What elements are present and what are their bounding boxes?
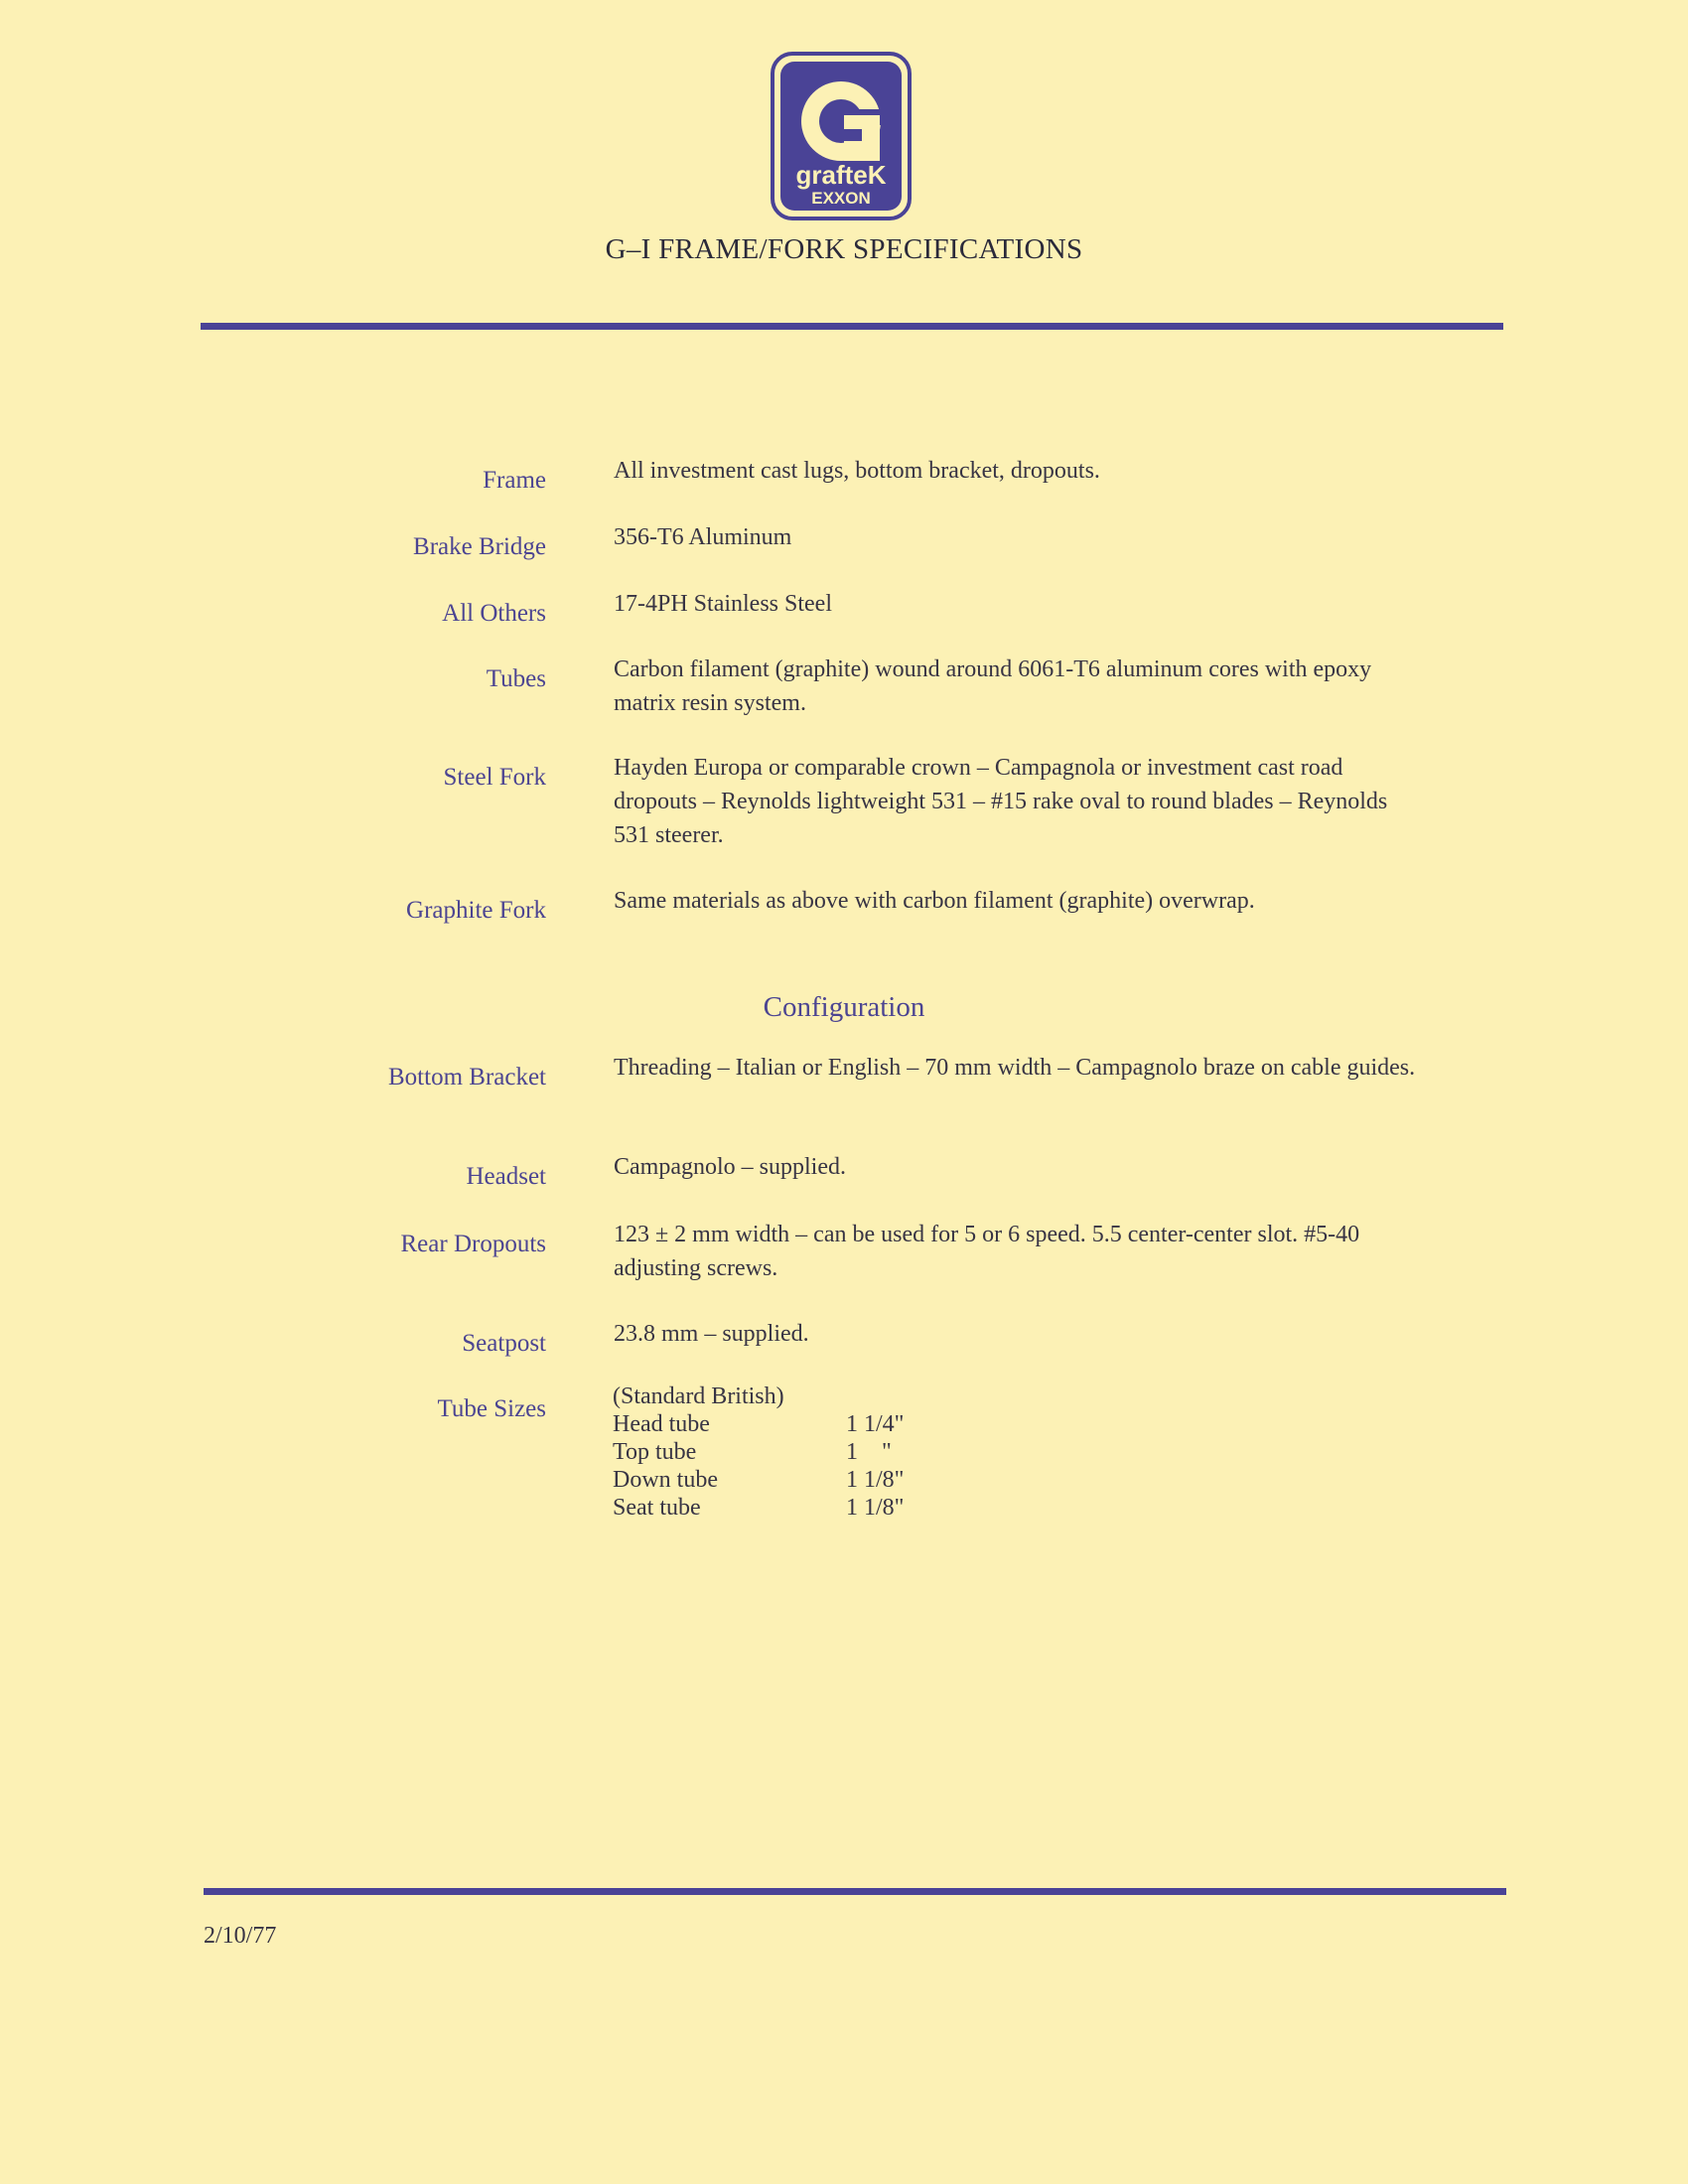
spec-label: All Others bbox=[442, 600, 546, 627]
config-value: Campagnolo – supplied. bbox=[614, 1154, 846, 1180]
tube-name: Seat tube bbox=[613, 1495, 701, 1521]
logo-sub-wordmark: EXXON bbox=[811, 189, 871, 208]
document-date: 2/10/77 bbox=[204, 1923, 277, 1949]
footer-divider bbox=[204, 1888, 1506, 1895]
graftek-exxon-logo bbox=[771, 52, 912, 220]
config-value: 23.8 mm – supplied. bbox=[614, 1321, 809, 1347]
spec-value: Same materials as above with carbon filament (graphite) overwrap. bbox=[614, 888, 1255, 914]
config-label: Bottom Bracket bbox=[388, 1064, 546, 1091]
header-divider bbox=[201, 323, 1503, 330]
config-value: 123 ± 2 mm width – can be used for 5 or 6 speed. 5.5 center-center slot. #5-40 adjusting screws. bbox=[614, 1222, 1360, 1281]
tube-size: 1 1/8" bbox=[846, 1495, 905, 1521]
table-row bbox=[613, 1438, 892, 1466]
tube-name: Head tube bbox=[613, 1411, 710, 1437]
page-title: G–I FRAME/FORK SPECIFICATIONS bbox=[605, 233, 1083, 265]
tube-size: 1 1/4" bbox=[846, 1411, 905, 1437]
spec-label: Brake Bridge bbox=[413, 533, 546, 560]
tube-sizes-caption: (Standard British) bbox=[613, 1383, 784, 1409]
config-label: Headset bbox=[466, 1163, 546, 1190]
table-row bbox=[613, 1410, 905, 1438]
spec-value: Hayden Europa or comparable crown – Campagnola or investment cast road dropouts – Reynolds lightweight 531 – #15 rake oval to round blades – Reynolds 531 steerer. bbox=[614, 755, 1388, 848]
tube-name: Down tube bbox=[613, 1467, 718, 1493]
config-label: Rear Dropouts bbox=[400, 1231, 546, 1257]
tube-name: Top tube bbox=[613, 1439, 697, 1465]
config-value: Threading – Italian or English – 70 mm width – Campagnolo braze on cable guides. bbox=[614, 1055, 1416, 1081]
spec-label: Frame bbox=[483, 467, 546, 494]
spec-value: All investment cast lugs, bottom bracket, dropouts. bbox=[614, 458, 1100, 484]
tube-size: 1 " bbox=[846, 1439, 892, 1465]
spec-label: Tubes bbox=[486, 665, 546, 692]
spec-label: Graphite Fork bbox=[406, 897, 546, 924]
tube-sizes-table bbox=[613, 1383, 905, 1522]
spec-value: 17-4PH Stainless Steel bbox=[614, 591, 832, 617]
table-row bbox=[613, 1494, 905, 1522]
table-row bbox=[613, 1466, 905, 1494]
logo-wordmark: grafteK bbox=[795, 160, 887, 190]
config-label: Tube Sizes bbox=[437, 1395, 546, 1422]
spec-value: Carbon filament (graphite) wound around 6061-T6 aluminum cores with epoxy matrix resin system. bbox=[614, 656, 1372, 716]
tube-size: 1 1/8" bbox=[846, 1467, 905, 1493]
config-label: Seatpost bbox=[462, 1330, 546, 1357]
configuration-heading: Configuration bbox=[763, 991, 925, 1023]
spec-label: Steel Fork bbox=[443, 764, 546, 791]
spec-value: 356-T6 Aluminum bbox=[614, 524, 792, 550]
